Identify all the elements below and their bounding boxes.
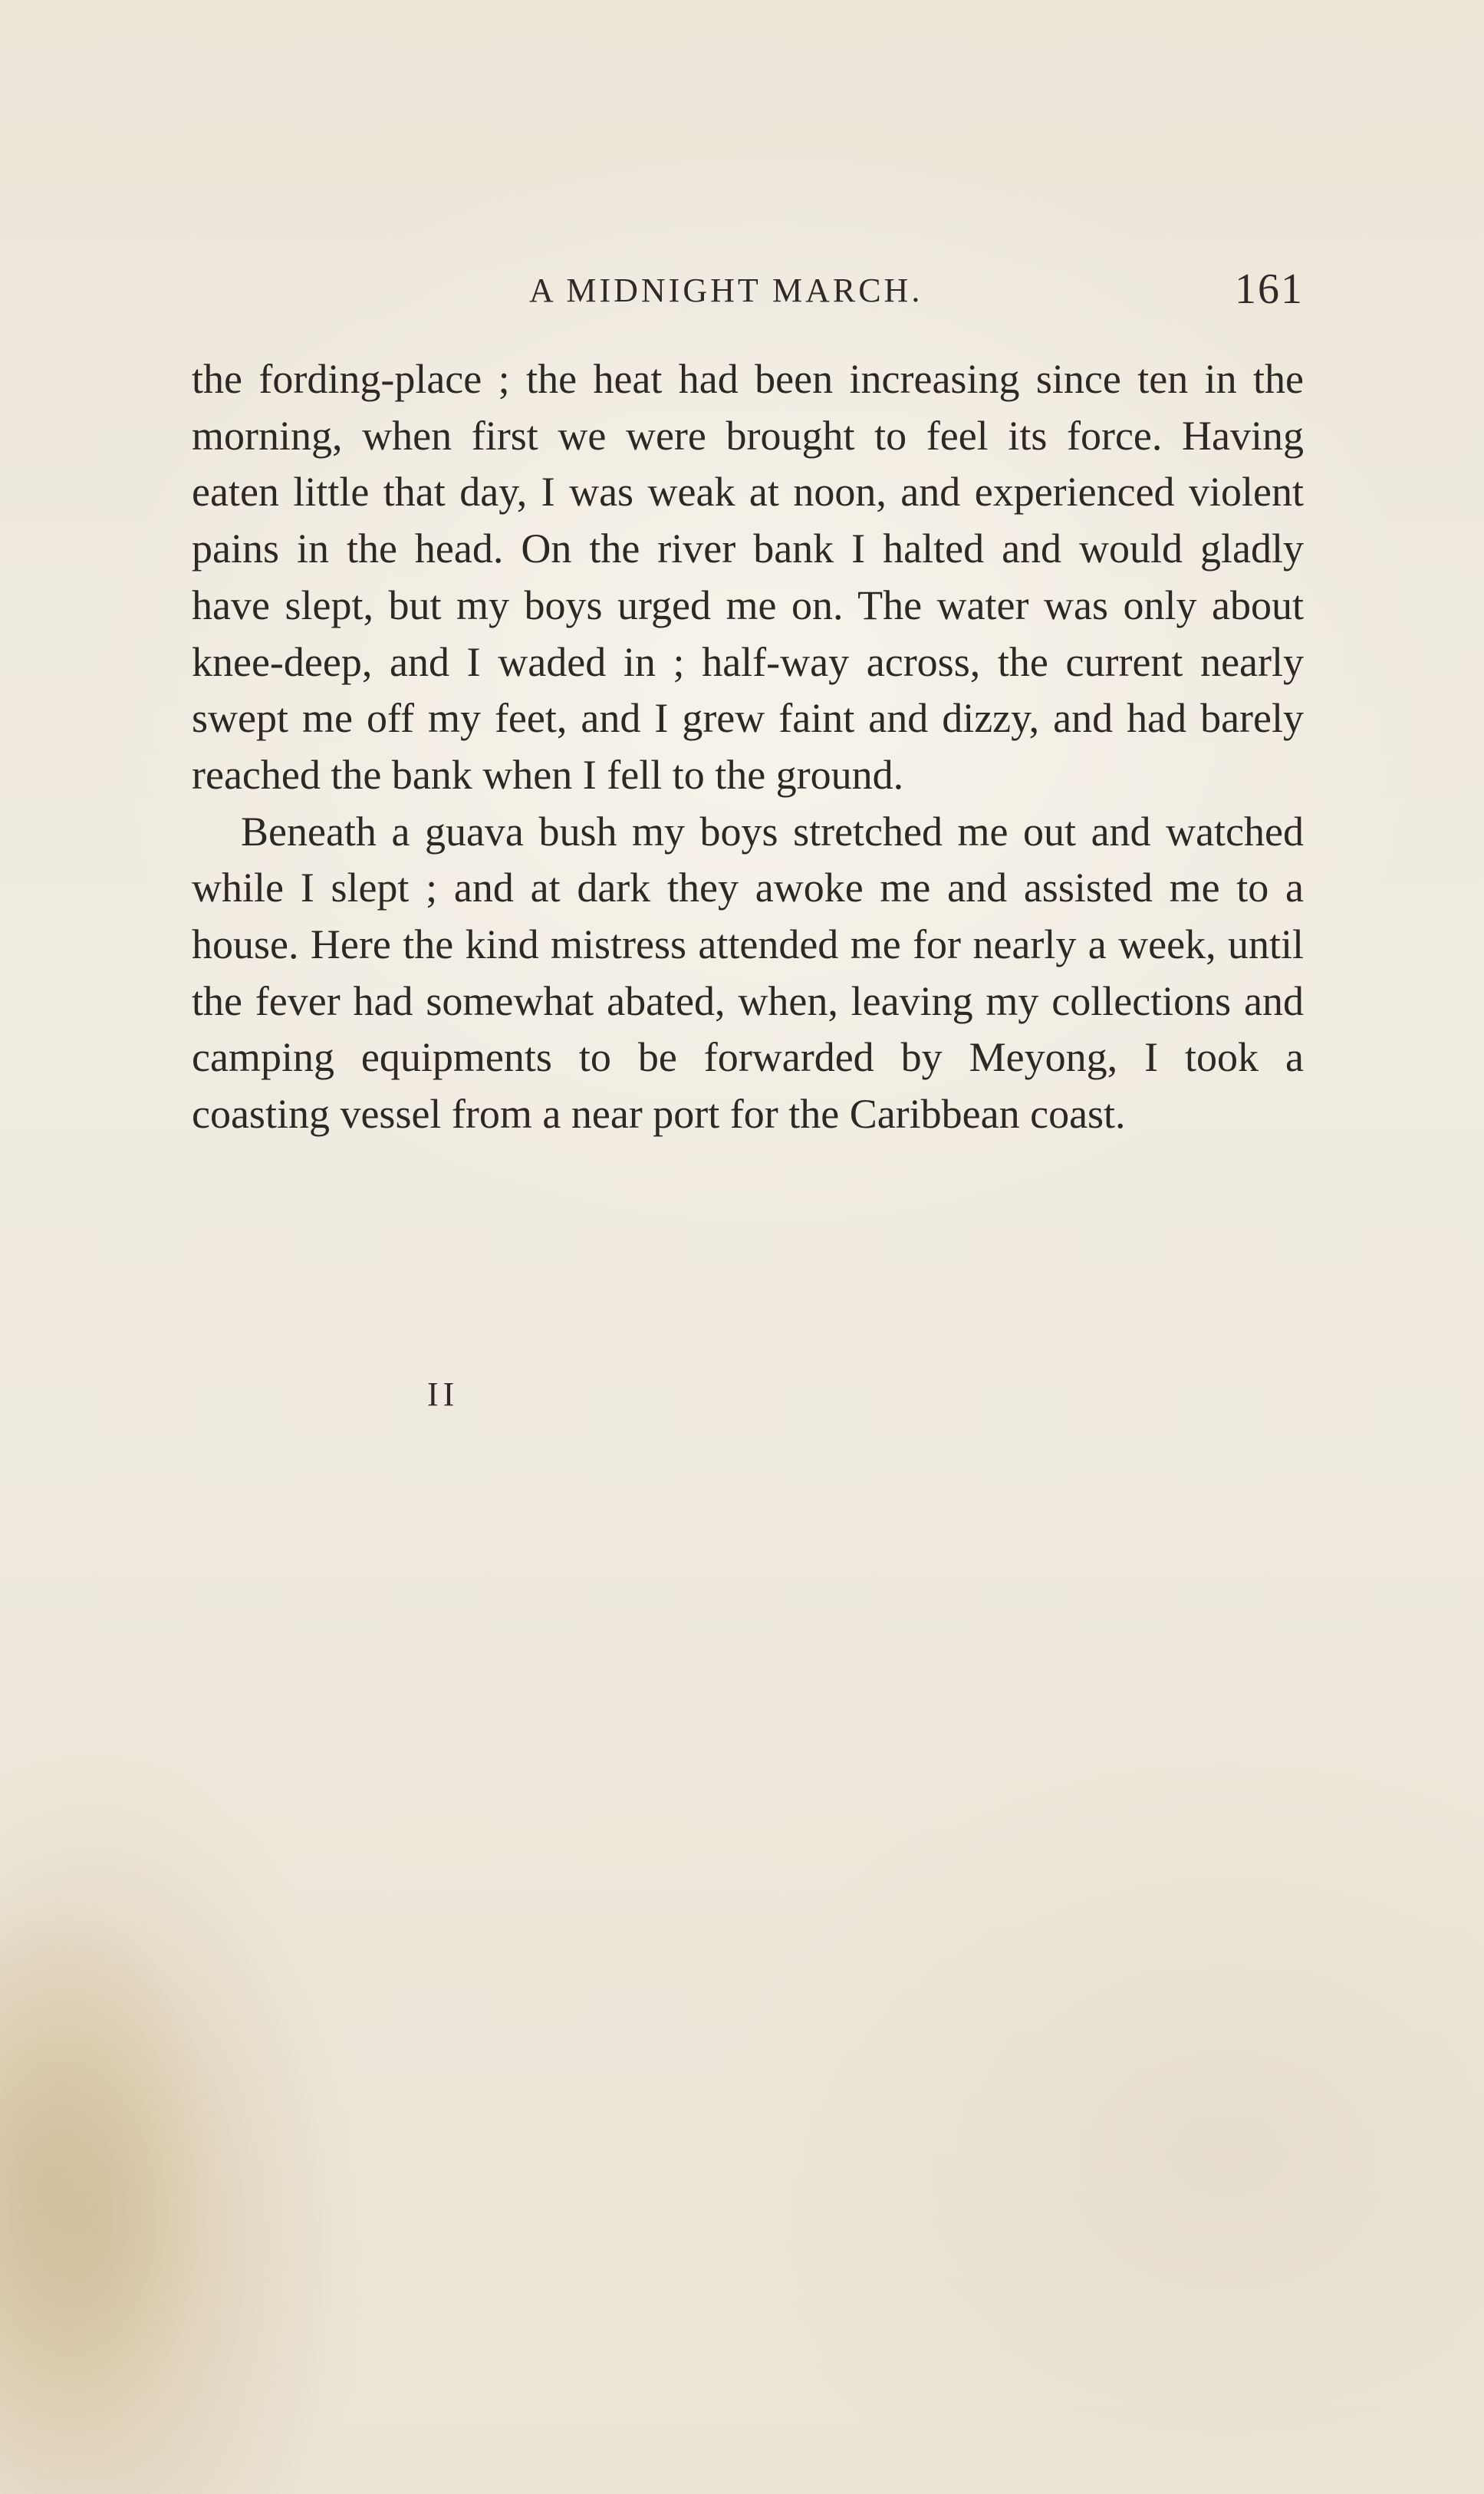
page-body — [192, 351, 1304, 1143]
running-title: A MIDNIGHT MARCH. — [529, 272, 923, 309]
signature-mark: II — [427, 1375, 459, 1413]
page-number: 161 — [1235, 265, 1304, 313]
paragraph-continued: the fording-place ; the heat had been increasing since ten in the morning, when first we were brought to feel its force. Having eaten little that day, I was weak at noon, and experienced violent pains in the head. On the river bank I halted and would gladly have slept, but my boys urged me on. The water was only about knee-deep, and I waded in ; half-way across, the current nearly swept me off my feet, and I grew faint and dizzy, and had barely reached the bank when I fell to the ground. — [192, 356, 1304, 798]
paragraph: Beneath a guava bush my boys stretched me out and watched while I slept ; and at dark they awoke me and assisted me to a house. Here the kind mistress attended me for nearly a week, until the fever had somewhat abated, when, leaving my collections and camping equipments to be forwarded by Meyong, I took a coasting vessel from a near port for the Caribbean coast. — [192, 808, 1304, 1138]
page-header — [192, 265, 1304, 318]
water-stain — [0, 1726, 537, 2493]
